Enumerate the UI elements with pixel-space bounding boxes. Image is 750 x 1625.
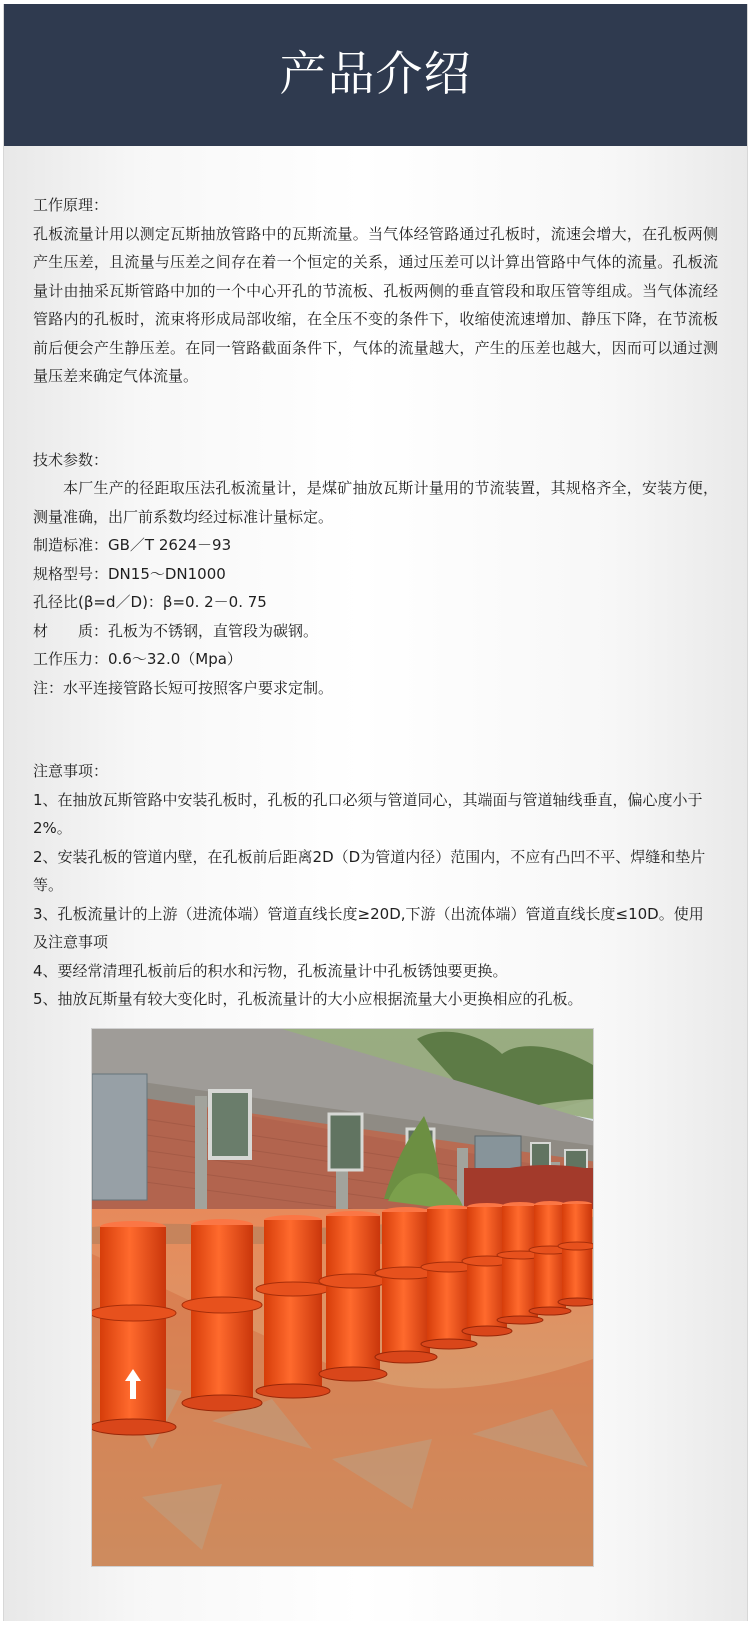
pressure-spec: 工作压力：0.6～32.0（Mpa） <box>33 650 242 668</box>
technical-parameters-heading: 技术参数： <box>33 450 109 469</box>
page-title: 产品介绍 <box>279 46 472 102</box>
technical-parameters-section <box>33 391 718 703</box>
product-photo <box>91 1028 594 1567</box>
aperture-ratio-spec: 孔径比(β=d／D)：β=0. 2－0. 75 <box>33 593 267 611</box>
working-principle-heading: 工作原理： <box>33 196 109 214</box>
header-banner <box>4 4 747 146</box>
content-frame <box>3 4 748 1621</box>
content-area <box>4 146 747 1014</box>
custom-length-note: 注：水平连接管路长短可按照客户要求定制。 <box>33 678 334 697</box>
technical-intro-paragraph: 本厂生产的径距取压法孔板流量计，是煤矿抽放瓦斯计量用的节流装置，其规格齐全，安装方便，测量准确，出厂前系数均经过标准计量标定。 <box>33 479 718 526</box>
precaution-item: 1、在抽放瓦斯管路中安装孔板时，孔板的孔口必须与管道同心，其端面与管道轴线垂直，偏心度小于2%。 <box>33 790 703 837</box>
precaution-item: 2、安装孔板的管道内壁，在孔板前后距离2D（D为管道内径）范围内，不应有凸凹不平、焊缝和垫片等。 <box>33 847 706 894</box>
precautions-section <box>33 702 718 1014</box>
precaution-item: 5、抽放瓦斯量有较大变化时，孔板流量计的大小应根据流量大小更换相应的孔板。 <box>33 990 583 1008</box>
standard-spec: 制造标准：GB／T 2624－93 <box>33 536 232 554</box>
model-spec: 规格型号：DN15～DN1000 <box>33 564 226 583</box>
precaution-item: 3、孔板流量计的上游（进流体端）管道直线长度≥20D,下游（出流体端）管道直线长度≤10D。使用及注意事项 <box>33 904 704 951</box>
precaution-item: 4、要经常清理孔板前后的积水和污物，孔板流量计中孔板锈蚀要更换。 <box>33 961 508 980</box>
working-principle-section <box>33 146 718 391</box>
working-principle-paragraph: 孔板流量计用以测定瓦斯抽放管路中的瓦斯流量。当气体经管路通过孔板时，流速会增大，在孔板两侧产生压差，且流量与压差之间存在着一个恒定的关系，通过压差可以计算出管路中气体的流量。孔板流量计由抽采瓦斯管路中加的一个中心开孔的节流板、孔板两侧的垂直管段和取压管等组成。当气体流经管路内的孔板时，流束将形成局部收缩，在全压不变的条件下，收缩使流速增加、静压下降，在节流板前后便会产生静压差。在同一管路截面条件下，气体的流量越大，产生的压差也越大，因而可以通过测量压差来确定气体流量。 <box>33 224 718 385</box>
precautions-heading: 注意事项： <box>33 762 109 780</box>
material-spec: 材 质：孔板为不锈钢，直管段为碳钢。 <box>33 621 319 640</box>
product-photo-illustration <box>92 1029 593 1566</box>
